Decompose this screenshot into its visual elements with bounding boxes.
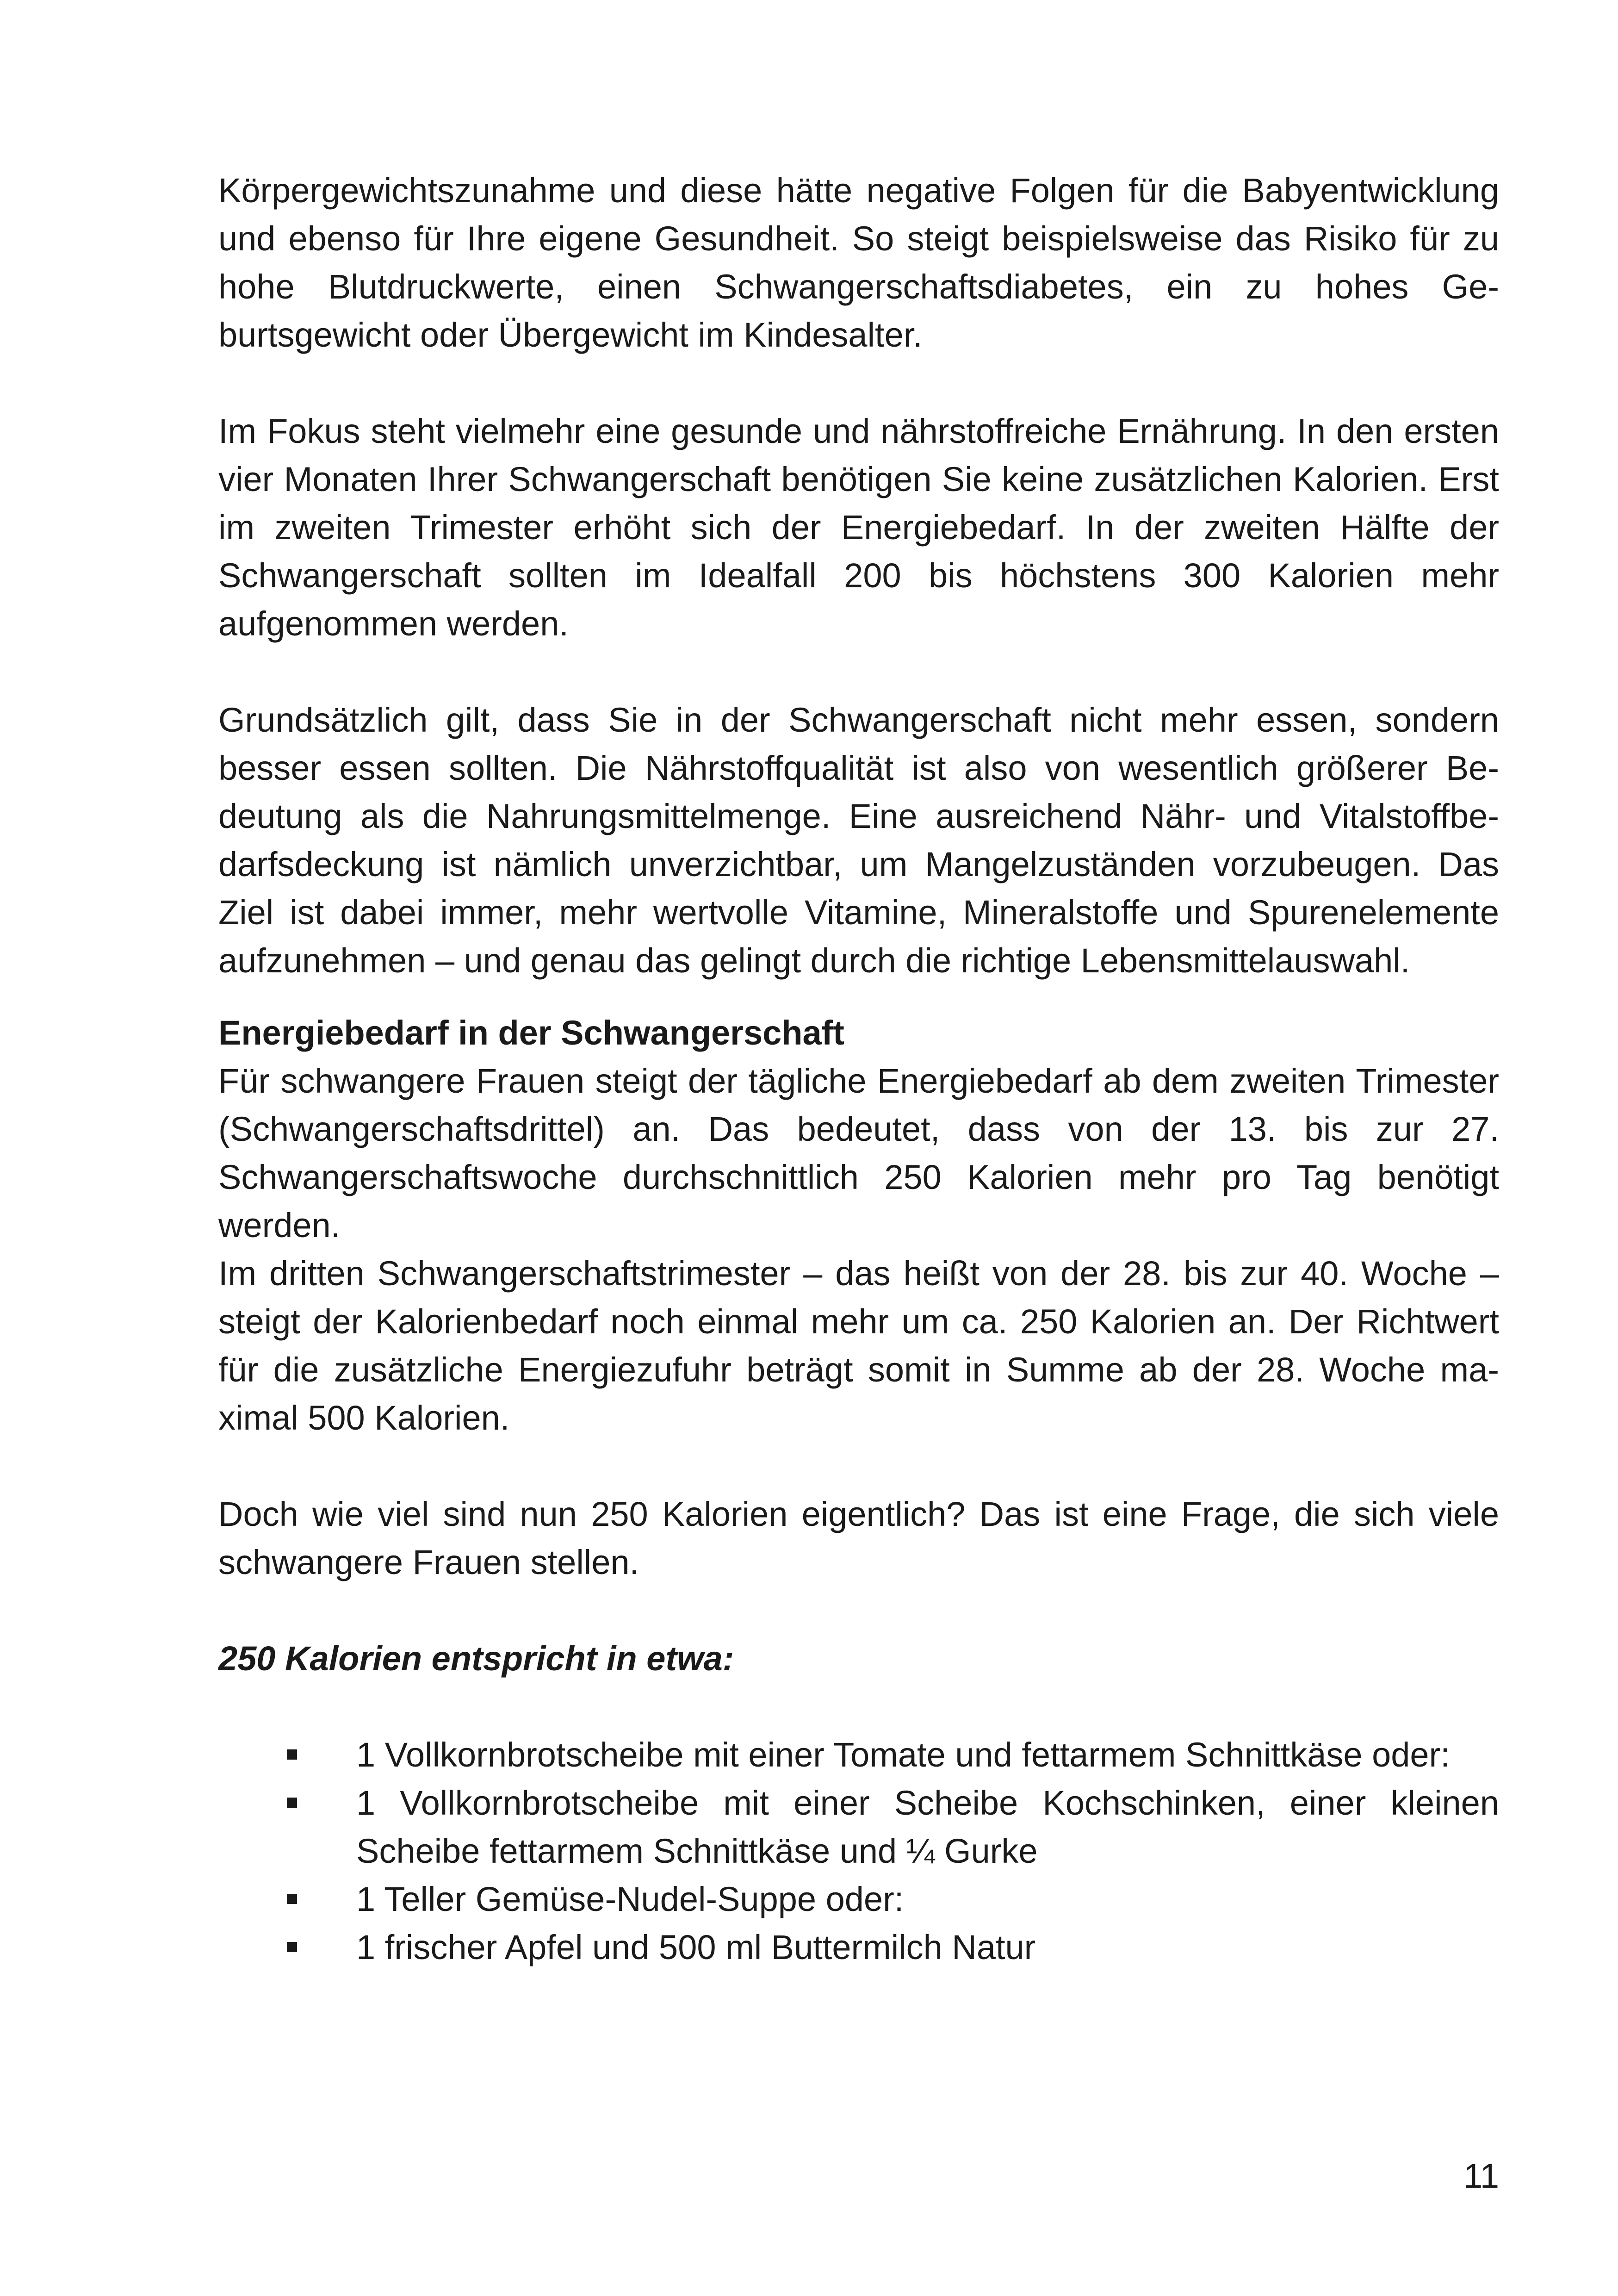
paragraph-spacer: [218, 1587, 1499, 1635]
document-page: [218, 167, 1499, 1972]
paragraph-spacer: [218, 1442, 1499, 1490]
section-heading: Energiebedarf in der Schwangerschaft: [218, 1014, 844, 1052]
paragraph-question: Doch wie viel sind nun 250 Kalorien eigentlich? Das ist eine Frage, die sich viele schwangere Frauen stellen.: [218, 1495, 1499, 1581]
paragraph-spacer: [218, 985, 1499, 1009]
square-bullet-icon: [287, 1942, 297, 1952]
square-bullet-icon: [287, 1749, 297, 1760]
list-item: [218, 1779, 1499, 1875]
food-list: [218, 1731, 1499, 1972]
paragraph-spacer: [218, 648, 1499, 696]
list-item-text: 1 Vollkornbrotscheibe mit einer Scheibe Kochschinken, einer kleinen Scheibe fettarmem Schnittkäse und ¼ Gurke: [356, 1784, 1499, 1870]
paragraph-third-trimester: Im dritten Schwangerschaftstrimester – das heißt von der 28. bis zur 40. Woche – steigt der Kalorienbedarf noch einmal mehr um ca. 250 Kalorien an. Der Richtwert für die zusätzliche Energiezufuhr beträgt somit in Summe ab der 28. Woche maximal 500 Kalorien.: [218, 1254, 1499, 1437]
list-item-text: 1 Teller Gemüse-Nudel-Suppe oder:: [356, 1880, 904, 1918]
paragraph-weight-gain: Körpergewichtszunahme und diese hätte negative Folgen für die Babyentwicklung und ebenso für Ihre eigene Gesundheit. So steigt beispielsweise das Risiko für zu hohe Blutdruckwerte, einen Schwangerschaftsdiabetes, ein zu hohes Geburtsgewicht oder Übergewicht im Kindesalter.: [218, 171, 1499, 354]
list-item: [218, 1875, 1499, 1923]
page-number: 11: [1463, 2157, 1499, 2195]
list-item-text: 1 frischer Apfel und 500 ml Buttermilch Natur: [356, 1928, 1036, 1966]
list-item: [218, 1923, 1499, 1972]
square-bullet-icon: [287, 1894, 297, 1904]
paragraph-focus-nutrition: Im Fokus steht vielmehr eine gesunde und nährstoffreiche Ernährung. In den ersten vier Monaten Ihrer Schwangerschaft benötigen Sie keine zusätzlichen Kalorien. Erst im zweiten Trimester erhöht sich der Energiebedarf. In der zweiten Hälfte der Schwangerschaft sollten im Idealfall 200 bis höchstens 300 Kalorien mehr aufgenommen werden.: [218, 412, 1499, 643]
paragraph-spacer: [218, 1683, 1499, 1731]
list-item: [218, 1731, 1499, 1779]
paragraph-second-trimester: Für schwangere Frauen steigt der tägliche Energiebedarf ab dem zweiten Trimester (Schwangerschaftsdrittel) an. Das bedeutet, dass von der 13. bis zur 27. Schwangerschaftswoche durchschnittlich 250 Kalorien mehr pro Tag benötigt werden.: [218, 1062, 1499, 1244]
list-title: 250 Kalorien entspricht in etwa:: [218, 1639, 734, 1678]
paragraph-spacer: [218, 359, 1499, 407]
list-item-text: 1 Vollkornbrotscheibe mit einer Tomate und fettarmem Schnittkäse oder:: [356, 1736, 1450, 1774]
paragraph-eat-better: Grundsätzlich gilt, dass Sie in der Schwangerschaft nicht mehr essen, sondern besser essen sollten. Die Nährstoffqualität ist also von wesentlich größerer Bedeutung als die Nahrungsmittelmenge. Eine ausreichend Nähr- und Vitalstoffbedarfsdeckung ist nämlich unverzichtbar, um Mangelzuständen vorzubeugen. Das Ziel ist dabei immer, mehr wertvolle Vitamine, Mineralstoffe und Spurenelemente aufzunehmen – und genau das gelingt durch die richtige Lebensmittelauswahl.: [218, 701, 1499, 980]
square-bullet-icon: [287, 1798, 297, 1808]
